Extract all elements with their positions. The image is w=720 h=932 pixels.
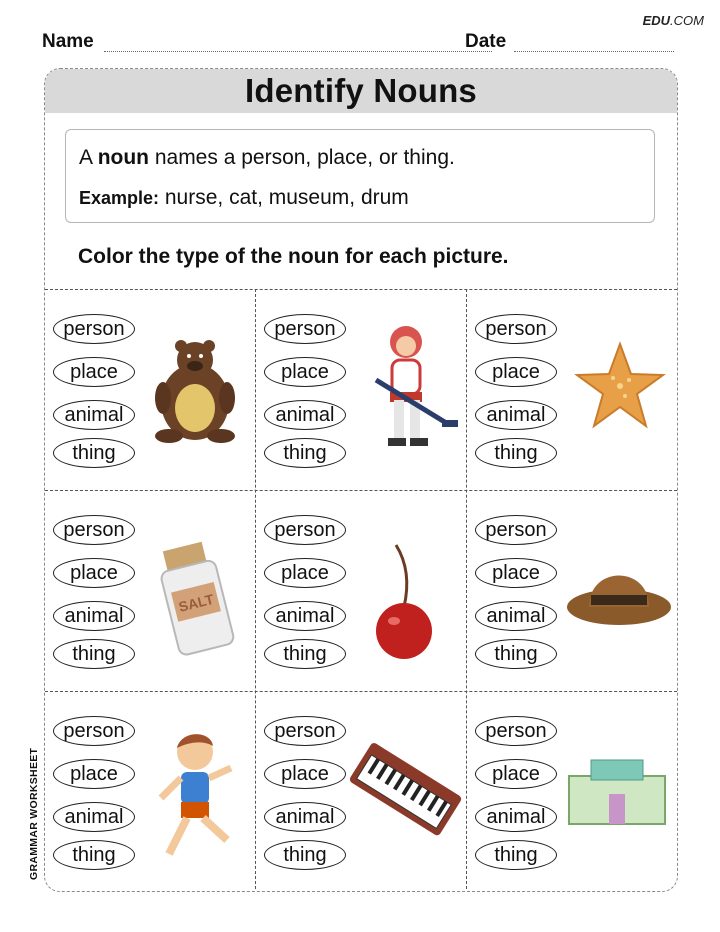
option-person[interactable]: person (475, 515, 557, 545)
option-thing[interactable]: thing (264, 639, 346, 669)
cherry-icon (366, 541, 442, 664)
starfish-icon (573, 340, 667, 437)
salt-label: SALT (177, 590, 216, 615)
definition-box (65, 129, 655, 223)
option-thing[interactable]: thing (475, 639, 557, 669)
noun-cell (45, 491, 255, 691)
noun-cell (256, 290, 466, 490)
date-label: Date (465, 31, 507, 52)
piano-keyboard-icon (348, 738, 462, 847)
option-animal[interactable]: animal (264, 601, 346, 631)
noun-cell (256, 692, 466, 892)
noun-cell (467, 692, 677, 892)
option-place[interactable]: place (264, 759, 346, 789)
option-place[interactable]: place (264, 558, 346, 588)
option-person[interactable]: person (264, 314, 346, 344)
option-thing[interactable]: thing (475, 840, 557, 870)
option-place[interactable]: place (53, 357, 135, 387)
bear-icon (149, 336, 241, 453)
option-animal[interactable]: animal (53, 601, 135, 631)
running-boy-icon (153, 728, 239, 875)
noun-cell (45, 692, 255, 892)
building-icon (563, 754, 671, 833)
option-animal[interactable]: animal (475, 601, 557, 631)
option-thing[interactable]: thing (53, 438, 135, 468)
page-title: Identify Nouns (245, 72, 477, 109)
option-animal[interactable]: animal (264, 802, 346, 832)
option-person[interactable]: person (53, 314, 135, 344)
option-thing[interactable]: thing (53, 639, 135, 669)
option-thing[interactable]: thing (264, 438, 346, 468)
option-animal[interactable]: animal (53, 400, 135, 430)
option-place[interactable]: place (475, 558, 557, 588)
option-animal[interactable]: animal (264, 400, 346, 430)
side-label: GRAMMAR WORKSHEET (28, 747, 40, 880)
option-place[interactable]: place (264, 357, 346, 387)
option-person[interactable]: person (264, 716, 346, 746)
option-person[interactable]: person (53, 716, 135, 746)
instruction-text: Color the type of the noun for each picture. (78, 245, 509, 268)
option-place[interactable]: place (475, 357, 557, 387)
worksheet (44, 68, 678, 892)
option-thing[interactable]: thing (475, 438, 557, 468)
option-thing[interactable]: thing (53, 840, 135, 870)
date-line[interactable] (514, 51, 674, 52)
name-date-row (42, 31, 675, 55)
option-thing[interactable]: thing (264, 840, 346, 870)
noun-cell (256, 491, 466, 691)
option-place[interactable]: place (53, 759, 135, 789)
option-place[interactable]: place (53, 558, 135, 588)
option-animal[interactable]: animal (475, 802, 557, 832)
noun-cell (467, 491, 677, 691)
title-band (45, 69, 677, 113)
noun-cell (467, 290, 677, 490)
option-animal[interactable]: animal (53, 802, 135, 832)
brand-logo: EDU.COM (642, 13, 704, 28)
option-person[interactable]: person (475, 716, 557, 746)
hat-icon (565, 555, 673, 634)
example-text: Example: nurse, cat, museum, drum (79, 186, 409, 209)
option-place[interactable]: place (475, 759, 557, 789)
option-animal[interactable]: animal (475, 400, 557, 430)
noun-cell (45, 290, 255, 490)
option-person[interactable]: person (475, 314, 557, 344)
name-label: Name (42, 31, 94, 52)
salt-jar-icon (149, 537, 241, 664)
name-line[interactable] (104, 51, 492, 52)
definition-text: A noun names a person, place, or thing. (79, 146, 455, 169)
option-person[interactable]: person (53, 515, 135, 545)
option-person[interactable]: person (264, 515, 346, 545)
hockey-player-icon (356, 320, 466, 475)
